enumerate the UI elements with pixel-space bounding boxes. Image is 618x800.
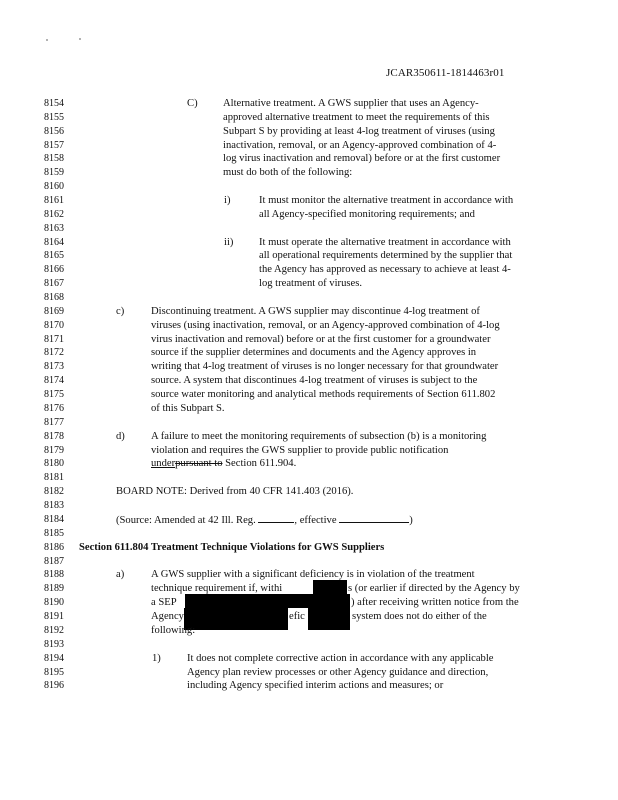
item-line: It does not complete corrective action in accordance with any applicable: [187, 653, 494, 664]
paragraph-line: source water monitoring and analytical methods requirements of Section 611.802: [151, 389, 496, 400]
line-number: 8175: [44, 389, 64, 400]
line-number: 8164: [44, 237, 64, 248]
line-number: 8191: [44, 611, 64, 622]
paragraph-fragment: technique requirement if, withi: [151, 583, 283, 594]
line-number: 8196: [44, 680, 64, 691]
paragraph-line: violation and requires the GWS supplier to provide public notification: [151, 445, 449, 456]
item-line: log treatment of viruses.: [259, 278, 362, 289]
line-number: 8173: [44, 361, 64, 372]
line-number: 8192: [44, 625, 64, 636]
source-prefix: (Source: Amended at 42 Ill. Reg.: [116, 515, 259, 526]
line-number: 8193: [44, 639, 64, 650]
redaction-block: [313, 580, 347, 594]
item-line: the Agency has approved as necessary to achieve at least 4-: [259, 264, 511, 275]
line-number: 8160: [44, 181, 64, 192]
paragraph-label: d): [116, 431, 125, 442]
line-number: 8170: [44, 320, 64, 331]
line-number: 8195: [44, 667, 64, 678]
line-number: 8177: [44, 417, 64, 428]
section-heading: Section 611.804 Treatment Technique Violations for GWS Suppliers: [79, 542, 385, 553]
line-number: 8158: [44, 153, 64, 164]
effective-date-blank: [339, 513, 409, 523]
line-number: 8167: [44, 278, 64, 289]
line-number: 8159: [44, 167, 64, 178]
paragraph-fragment: efic: [289, 611, 305, 622]
line-number: 8184: [44, 514, 64, 525]
deleted-text: pursuant to: [175, 458, 223, 469]
line-number: 8171: [44, 334, 64, 345]
line-number: 8166: [44, 264, 64, 275]
paragraph-line: Alternative treatment. A GWS supplier that uses an Agency-: [223, 98, 479, 109]
line-number: 8189: [44, 583, 64, 594]
board-note: BOARD NOTE: Derived from 40 CFR 141.403 (2016).: [116, 486, 354, 497]
redaction-block: [185, 594, 350, 608]
inserted-text: under: [151, 458, 176, 469]
paragraph-text: Section 611.904.: [222, 458, 297, 469]
line-number: 8194: [44, 653, 64, 664]
line-number: 8178: [44, 431, 64, 442]
line-number: 8156: [44, 126, 64, 137]
redaction-block: [184, 608, 288, 630]
line-number: 8183: [44, 500, 64, 511]
paragraph-line: source. A system that discontinues 4-log treatment of viruses is subject to the: [151, 375, 478, 386]
scan-speck: [46, 39, 48, 41]
register-blank: [258, 513, 294, 523]
line-number: 8174: [44, 375, 64, 386]
item-label: 1): [152, 653, 161, 664]
source-suffix: ): [409, 515, 413, 526]
line-number: 8162: [44, 209, 64, 220]
paragraph-fragment: Agency: [151, 611, 184, 622]
line-number: 8182: [44, 486, 64, 497]
paragraph-line: A GWS supplier with a significant deficiency is in violation of the treatment: [151, 569, 475, 580]
item-label: i): [224, 195, 231, 206]
line-number: 8155: [44, 112, 64, 123]
paragraph-line: inactivation, removal, or an Agency-approved combination of 4-: [223, 140, 497, 151]
line-number: 8187: [44, 556, 64, 567]
paragraph-fragment: s (or earlier if directed by the Agency by: [348, 583, 520, 594]
line-number: 8165: [44, 250, 64, 261]
line-number: 8186: [44, 542, 64, 553]
line-number: 8169: [44, 306, 64, 317]
document-id: JCAR350611-1814463r01: [386, 67, 505, 79]
paragraph-label: c): [116, 306, 125, 317]
paragraph-line: writing that 4-log treatment of viruses is no longer necessary for that groundwater: [151, 361, 499, 372]
item-line: It must monitor the alternative treatment in accordance with: [259, 195, 514, 206]
paragraph-line: following:: [151, 625, 196, 636]
paragraph-line: virus inactivation and removal) before or at the first customer for a groundwater: [151, 334, 491, 345]
line-number: 8154: [44, 98, 64, 109]
paragraph-line: Discontinuing treatment. A GWS supplier may discontinue 4-log treatment of: [151, 306, 480, 317]
item-label: ii): [224, 237, 234, 248]
paragraph-line: A failure to meet the monitoring requirements of subsection (b) is a monitoring: [151, 431, 487, 442]
line-number: 8163: [44, 223, 64, 234]
paragraph-fragment: system does not do either of the: [352, 611, 487, 622]
paragraph-label: a): [116, 569, 125, 580]
paragraph-line: approved alternative treatment to meet the requirements of this: [223, 112, 490, 123]
paragraph-line: log virus inactivation and removal) before or at the first customer: [223, 153, 501, 164]
source-middle: , effective: [294, 515, 340, 526]
item-line: including Agency specified interim actions and measures; or: [187, 680, 444, 691]
amended-line: [151, 457, 296, 471]
scan-speck: [79, 38, 81, 40]
line-number: 8176: [44, 403, 64, 414]
paragraph-fragment: ) after receiving written notice from the: [351, 597, 519, 608]
line-number: 8168: [44, 292, 64, 303]
paragraph-line: viruses (using inactivation, removal, or an Agency-approved combination of 4-log: [151, 320, 500, 331]
paragraph-fragment: a SEP: [151, 597, 177, 608]
item-line: It must operate the alternative treatment in accordance with: [259, 237, 511, 248]
line-number: 8181: [44, 472, 64, 483]
line-number: 8172: [44, 347, 64, 358]
item-line: Agency plan review processes or other Agency guidance and direction,: [187, 667, 489, 678]
line-number: 8179: [44, 445, 64, 456]
paragraph-line: Subpart S by providing at least 4-log treatment of viruses (using: [223, 126, 495, 137]
paragraph-label: C): [187, 98, 198, 109]
paragraph-line: of this Subpart S.: [151, 403, 225, 414]
line-number: 8188: [44, 569, 64, 580]
paragraph-line: source if the supplier determines and documents and the Agency approves in: [151, 347, 477, 358]
paragraph-line: must do both of the following:: [223, 167, 353, 178]
redaction-block: [308, 608, 350, 630]
item-line: all Agency-specified monitoring requirements; and: [259, 209, 475, 220]
line-number: 8157: [44, 140, 64, 151]
line-number: 8185: [44, 528, 64, 539]
line-number: 8190: [44, 597, 64, 608]
source-note: [116, 513, 413, 528]
line-number: 8161: [44, 195, 64, 206]
item-line: all operational requirements determined by the supplier that: [259, 250, 513, 261]
line-number: 8180: [44, 458, 64, 469]
